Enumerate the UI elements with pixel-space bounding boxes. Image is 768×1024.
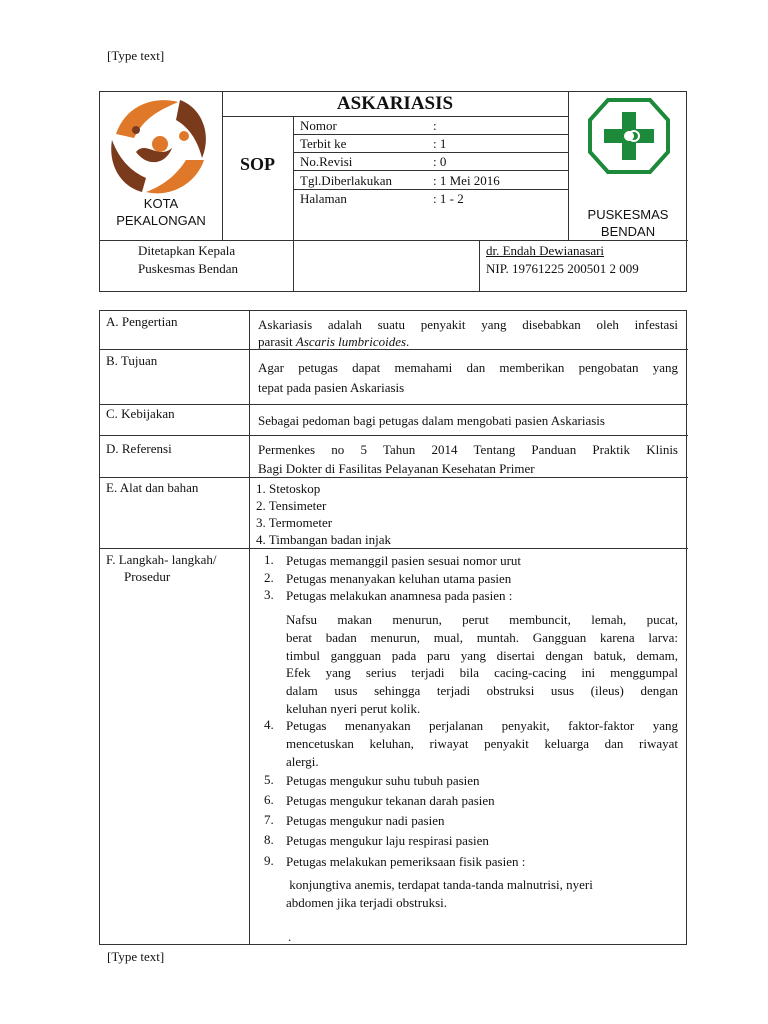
alat-item: 1. Stetoskop <box>256 481 321 496</box>
pengertian-text: Askariasis adalah suatu penyakit yang disebabkan oleh infestasi <box>258 317 678 332</box>
puskesmas-label: PUSKESMAS <box>587 207 669 222</box>
step-number: 6. <box>264 792 274 807</box>
referensi-text: Permenkes no 5 Tahun 2014 Tentang Panduan Praktik Klinis <box>258 442 678 457</box>
anamnesa-detail: keluhan nyeri perut kolik. <box>286 701 421 716</box>
kebijakan-text: Sebagai pedoman bagi petugas dalam mengobati pasien Askariasis <box>258 413 605 428</box>
step-text: Petugas mengukur nadi pasien <box>286 813 445 828</box>
step-text: Petugas melakukan pemeriksaan fisik pasien : <box>286 854 526 869</box>
step-number: 4. <box>264 717 274 732</box>
field-label: Tgl.Diberlakukan <box>300 173 393 188</box>
step-text: Petugas melakukan anamnesa pada pasien : <box>286 588 513 603</box>
puskesmas-logo-icon <box>588 98 670 174</box>
section-label-prosedur: F. Langkah- langkah/ <box>106 552 217 567</box>
pemeriksaan-detail: abdomen jika terjadi obstruksi. <box>286 895 448 910</box>
field-value: : 0 <box>433 154 447 169</box>
field-label: Nomor <box>300 118 337 133</box>
anamnesa-detail: Efek yang serius terjadi bila cacing-cacing ini menggumpal <box>286 665 678 680</box>
tujuan-text: Agar petugas dapat memahami dan memberikan pengobatan yang <box>258 360 678 375</box>
document-title: ASKARIASIS <box>336 93 454 114</box>
ditetapkan-label: Ditetapkan Kepala <box>138 243 236 258</box>
tujuan-text: tepat pada pasien Askariasis <box>258 380 405 395</box>
kota-pekalongan-logo-icon <box>106 94 212 198</box>
header-placeholder: [Type text] <box>107 48 165 63</box>
signer-nip: NIP. 19761225 200501 2 009 <box>486 261 639 276</box>
field-value: : <box>433 118 437 133</box>
step-number: 7. <box>264 812 274 827</box>
step-number: 3. <box>264 587 274 602</box>
alat-item: 3. Termometer <box>256 515 333 530</box>
step-number: 5. <box>264 772 274 787</box>
field-value: : 1 Mei 2016 <box>433 173 500 188</box>
alat-item: 4. Timbangan badan injak <box>256 532 392 547</box>
sop-label: SOP <box>239 154 275 174</box>
step-text: Petugas memanggil pasien sesuai nomor urut <box>286 553 522 568</box>
field-value: : 1 - 2 <box>433 191 464 206</box>
step-text: mencetuskan keluhan, riwayat penyakit keluarga dan riwayat <box>286 736 678 751</box>
step-text: Petugas menanyakan perjalanan penyakit, faktor-faktor yang <box>286 718 678 733</box>
section-label-kebijakan: C. Kebijakan <box>106 406 175 421</box>
step-number: 2. <box>264 570 274 585</box>
step-text: Petugas mengukur suhu tubuh pasien <box>286 773 480 788</box>
step-text: Petugas mengukur laju respirasi pasien <box>286 833 489 848</box>
anamnesa-detail: timbul gangguan pada paru yang disertai dengan batuk, demam, <box>286 648 678 663</box>
alat-item: 2. Tensimeter <box>256 498 327 513</box>
signer-name: dr. Endah Dewianasari <box>486 243 605 258</box>
anamnesa-detail: berat badan menurun, mual, muntah. Gangguan karena larva: <box>286 630 678 645</box>
ditetapkan-label: Puskesmas Bendan <box>138 261 239 276</box>
step-number: 1. <box>264 552 274 567</box>
step-number: 9. <box>264 853 274 868</box>
section-label-prosedur: Prosedur <box>124 569 171 584</box>
section-label-referensi: D. Referensi <box>106 441 172 456</box>
section-label-alat-bahan: E. Alat dan bahan <box>106 480 199 495</box>
referensi-text: Bagi Dokter di Fasilitas Pelayanan Kesehatan Primer <box>258 461 535 476</box>
field-label: Terbit ke <box>300 136 347 151</box>
section-label-pengertian: A. Pengertian <box>106 314 178 329</box>
anamnesa-detail: Nafsu makan menurun, perut membuncit, lemah, pucat, <box>286 612 678 627</box>
sop-content-table <box>99 310 687 945</box>
field-label: Halaman <box>300 191 347 206</box>
step-number: 8. <box>264 832 274 847</box>
city-label: PEKALONGAN <box>116 213 206 228</box>
section-label-tujuan: B. Tujuan <box>106 353 158 368</box>
city-label: KOTA <box>143 196 179 211</box>
anamnesa-detail: dalam usus sehingga terjadi obstruksi usus (ileus) dengan <box>286 683 678 698</box>
step-text: Petugas mengukur tekanan darah pasien <box>286 793 495 808</box>
step-text: alergi. <box>286 754 319 769</box>
trailing-dot: . <box>288 929 292 944</box>
field-value: : 1 <box>433 136 447 151</box>
puskesmas-label: BENDAN <box>600 224 656 239</box>
pengertian-text: parasit Ascaris lumbricoides. <box>258 334 410 349</box>
field-label: No.Revisi <box>300 154 353 169</box>
sop-header-table <box>99 91 687 292</box>
footer-placeholder: [Type text] <box>107 949 165 964</box>
step-text: Petugas menanyakan keluhan utama pasien <box>286 571 512 586</box>
pemeriksaan-detail: konjungtiva anemis, terdapat tanda-tanda malnutrisi, nyeri <box>286 877 593 892</box>
